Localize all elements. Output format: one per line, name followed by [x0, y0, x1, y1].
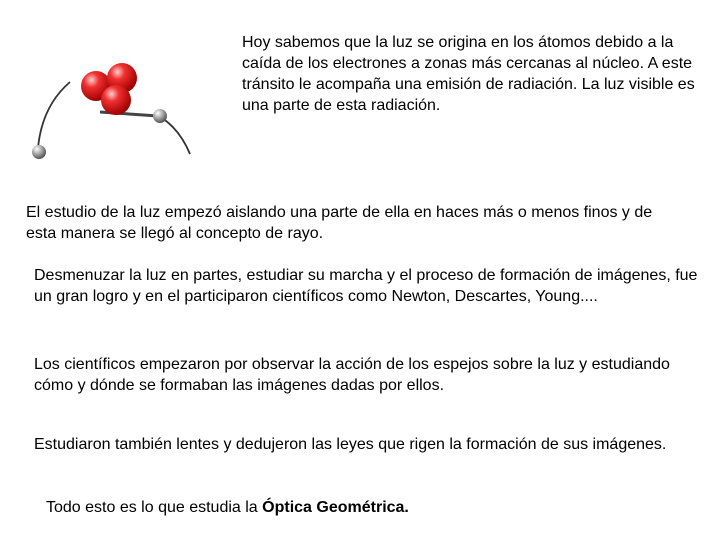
orbit-arc-left — [38, 82, 70, 148]
conclusion-paragraph — [46, 497, 696, 518]
lenses-paragraph: Estudiaron también lentes y dedujeron las leyes que rigen la formación de sus imágenes. — [34, 436, 667, 453]
study-paragraph: El estudio de la luz empezó aislando una parte de ella en haces más o menos finos y de esta manera se llegó al concepto de rayo. — [26, 204, 653, 242]
conclusion-text: Todo esto es lo que estudia la — [46, 499, 263, 516]
orbit-arc-right — [162, 118, 190, 154]
nucleus-sphere — [101, 85, 131, 115]
optica-geometrica-term: Óptica Geométrica. — [262, 499, 409, 516]
electron-sphere — [153, 109, 167, 123]
atom-icon — [24, 56, 200, 168]
mirrors-paragraph: Los científicos empezaron por observar la acción de los espejos sobre la luz y estudiando cómo y dónde se formaban las imágenes dadas por ellos. — [34, 356, 670, 394]
breakdown-paragraph: Desmenuzar la luz en partes, estudiar su marcha y el proceso de formación de imágenes, fue un gran logro y en el participaron científicos como Newton, Descartes, Young.... — [34, 267, 698, 305]
intro-paragraph: Hoy sabemos que la luz se origina en los átomos debido a la caída de los electrones a zonas más cercanas al núcleo. A este tránsito le acompaña una emisión de radiación. La luz visible es una parte de esta radiación. — [242, 34, 695, 114]
electron-sphere — [32, 145, 46, 159]
